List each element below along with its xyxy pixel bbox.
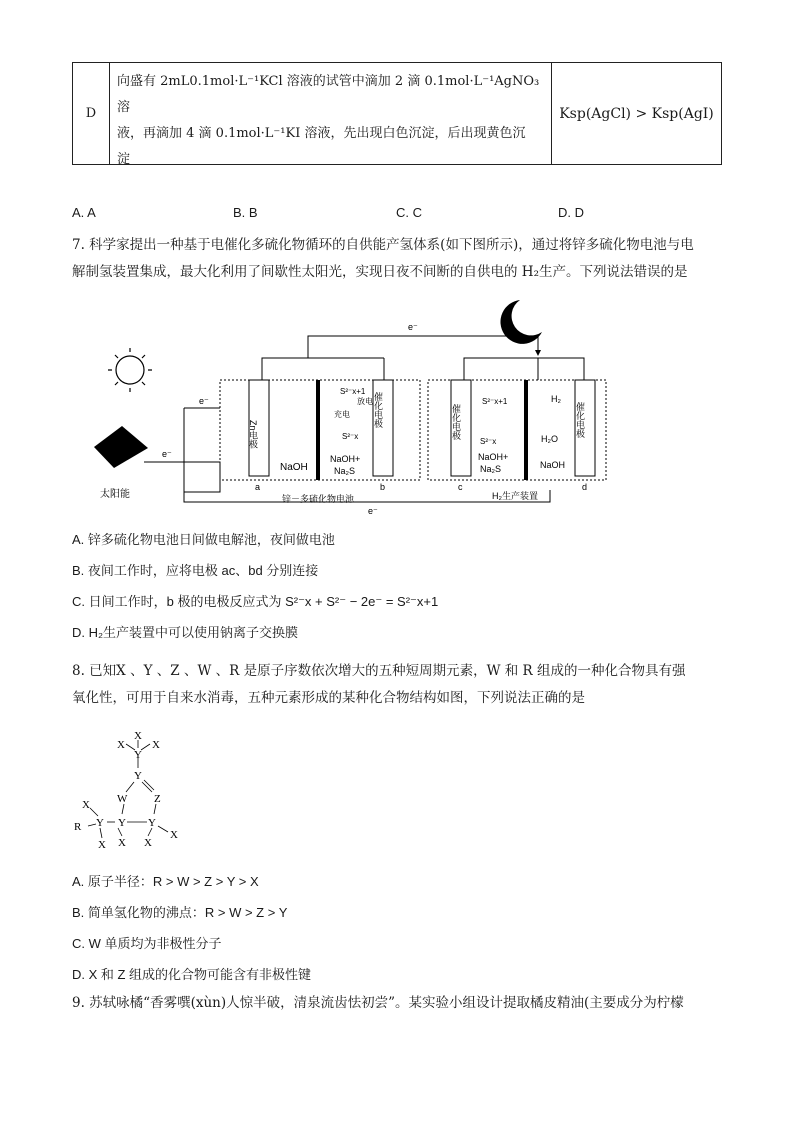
sun-icon bbox=[108, 348, 152, 392]
struct-w: W bbox=[117, 793, 128, 805]
e-bottom-label: e⁻ bbox=[368, 506, 378, 516]
q6-option-b[interactable]: B. B bbox=[233, 205, 258, 220]
sx1-right-label: S²⁻x+1 bbox=[482, 397, 508, 406]
battery-label: 锌－多硫化物电池 bbox=[282, 494, 355, 504]
e-top-label: e⁻ bbox=[408, 322, 418, 332]
experiment-line-2: 液，再滴加 4 滴 0.1mol·L⁻¹KI 溶液，先出现白色沉淀，后出现黄色沉 bbox=[117, 126, 526, 141]
struct-y-top: Y bbox=[134, 749, 142, 761]
q8-stem-line-2: 氧化性，可用于自来水消毒，五种元素形成的某种化合物结构如图，下列说法正确的是 bbox=[72, 690, 585, 706]
e-solar-label: e⁻ bbox=[162, 449, 172, 459]
naoh-na2s-left-label: NaOH+ bbox=[330, 454, 361, 464]
experiment-text bbox=[109, 63, 552, 167]
zn-electrode-label: Zn电极 bbox=[248, 420, 258, 449]
na2s-right-label: Na₂S bbox=[480, 464, 502, 474]
sx-bottom-label: S²⁻x bbox=[342, 432, 359, 441]
q7-stem bbox=[72, 232, 722, 286]
struct-y-far-left: Y bbox=[96, 817, 104, 829]
sx-right-label: S²⁻x bbox=[480, 437, 497, 446]
h2o-label: H₂O bbox=[541, 434, 558, 444]
q7-apparatus-diagram bbox=[72, 292, 632, 520]
h2-label: H₂ bbox=[551, 394, 561, 404]
struct-x-left: X bbox=[117, 739, 125, 751]
electrode-b-label: b bbox=[380, 482, 386, 492]
q7-option-b[interactable]: B. 夜间工作时，应将电极 ac、bd 分别连接 bbox=[72, 563, 319, 578]
q7-stem-line-1: 7. 科学家提出一种基于电催化多硫化物循环的自供能产氢体系(如下图所示)，通过将锌多硫化物电池与电 bbox=[72, 237, 694, 253]
q8-stem-line-1: 8. 已知X 、Y 、Z 、W 、R 是原子序数依次增大的五种短周期元素，W 和 R 组成的一种化合物具有强 bbox=[72, 663, 686, 679]
q9-stem-line-1: 9. 苏轼咏橘“香雾噀(xùn)人惊半破，清泉流齿怯初尝”。某实验小组设计提取橘皮精油(主要成分为柠檬 bbox=[72, 995, 684, 1011]
q7-options bbox=[72, 524, 438, 648]
struct-x-top: X bbox=[134, 730, 142, 742]
experiment-line-1: 向盛有 2mL0.1mol·L⁻¹KCl 溶液的试管中滴加 2 滴 0.1mol·L⁻¹AgNO₃溶 bbox=[117, 74, 540, 115]
q7-stem-line-2: 解制氢装置集成，最大化利用了间歇性太阳光，实现日夜不间断的自供电的 H₂生产。下列说法错误的是 bbox=[72, 264, 688, 280]
q6-option-a[interactable]: A. A bbox=[72, 205, 96, 220]
q8-option-c[interactable]: C. W 单质均为非极性分子 bbox=[72, 936, 222, 951]
conclusion: Ksp(AgCl) > Ksp(AgI) bbox=[559, 105, 714, 122]
electrode-c-label: c bbox=[458, 482, 463, 492]
q8-option-a[interactable]: A. 原子半径：R > W > Z > Y > X bbox=[72, 874, 259, 889]
naoh-d-label: NaOH bbox=[540, 460, 566, 470]
solar-panel-icon bbox=[94, 426, 148, 468]
q7-option-a[interactable]: A. 锌多硫化物电池日间做电解池，夜间做电池 bbox=[72, 532, 335, 547]
na2s-left-label: Na₂S bbox=[334, 466, 356, 476]
naoh-right-label: NaOH+ bbox=[478, 452, 509, 462]
solar-label: 太阳能 bbox=[100, 489, 130, 500]
cat-electrode-d-label: 催化电极 bbox=[575, 402, 585, 438]
struct-x-right: X bbox=[152, 739, 160, 751]
q7-option-d[interactable]: D. H₂生产装置中可以使用钠离子交换膜 bbox=[72, 625, 299, 640]
struct-x-far-left-top: X bbox=[82, 799, 90, 811]
struct-x-left-bottom: X bbox=[118, 837, 126, 849]
q6-option-d[interactable]: D. D bbox=[558, 205, 584, 220]
naoh-left-label: NaOH bbox=[280, 462, 308, 473]
struct-x-far-left-bottom: X bbox=[98, 839, 106, 851]
struct-y-left: Y bbox=[118, 817, 126, 829]
struct-r: R bbox=[74, 821, 82, 833]
discharge-label: 放电 bbox=[357, 397, 373, 406]
q8-molecular-structure bbox=[72, 728, 192, 858]
q6-options bbox=[72, 205, 722, 225]
h2-membrane bbox=[524, 380, 528, 480]
struct-x-right-bottom: X bbox=[144, 837, 152, 849]
sx1-top-label: S²⁻x+1 bbox=[340, 387, 366, 396]
electrode-a-label: a bbox=[255, 482, 261, 492]
q8-options bbox=[72, 866, 311, 990]
struct-x-far-right: X bbox=[170, 829, 178, 841]
struct-z: Z bbox=[154, 793, 161, 805]
q7-option-c[interactable]: C. 日间工作时，b 极的电极反应式为 S²⁻x + S²⁻ − 2e⁻ = S²⁻x+1 bbox=[72, 594, 439, 609]
q8-option-b[interactable]: B. 简单氢化物的沸点：R > W > Z > Y bbox=[72, 905, 288, 920]
q8-option-d[interactable]: D. X 和 Z 组成的化合物可能含有非极性键 bbox=[72, 967, 312, 982]
electrode-d-label: d bbox=[582, 482, 588, 492]
q8-stem bbox=[72, 658, 722, 712]
experiment-line-3: 淀 bbox=[117, 152, 131, 167]
charge-label: 充电 bbox=[334, 410, 350, 419]
row-label: D bbox=[73, 63, 110, 164]
cat-electrode-b-label: 催化电极 bbox=[373, 392, 383, 428]
struct-y-right: Y bbox=[148, 817, 156, 829]
battery-membrane bbox=[316, 380, 320, 480]
struct-y-upper: Y bbox=[134, 770, 142, 782]
q6-option-c[interactable]: C. C bbox=[396, 205, 422, 220]
q9-stem bbox=[72, 990, 722, 1017]
moon-icon bbox=[500, 300, 542, 344]
e-left-label: e⁻ bbox=[199, 396, 209, 406]
h2-device-label: H₂生产装置 bbox=[492, 491, 538, 501]
cat-electrode-c-label: 催化电极 bbox=[451, 404, 461, 440]
table-row-d bbox=[72, 62, 722, 165]
